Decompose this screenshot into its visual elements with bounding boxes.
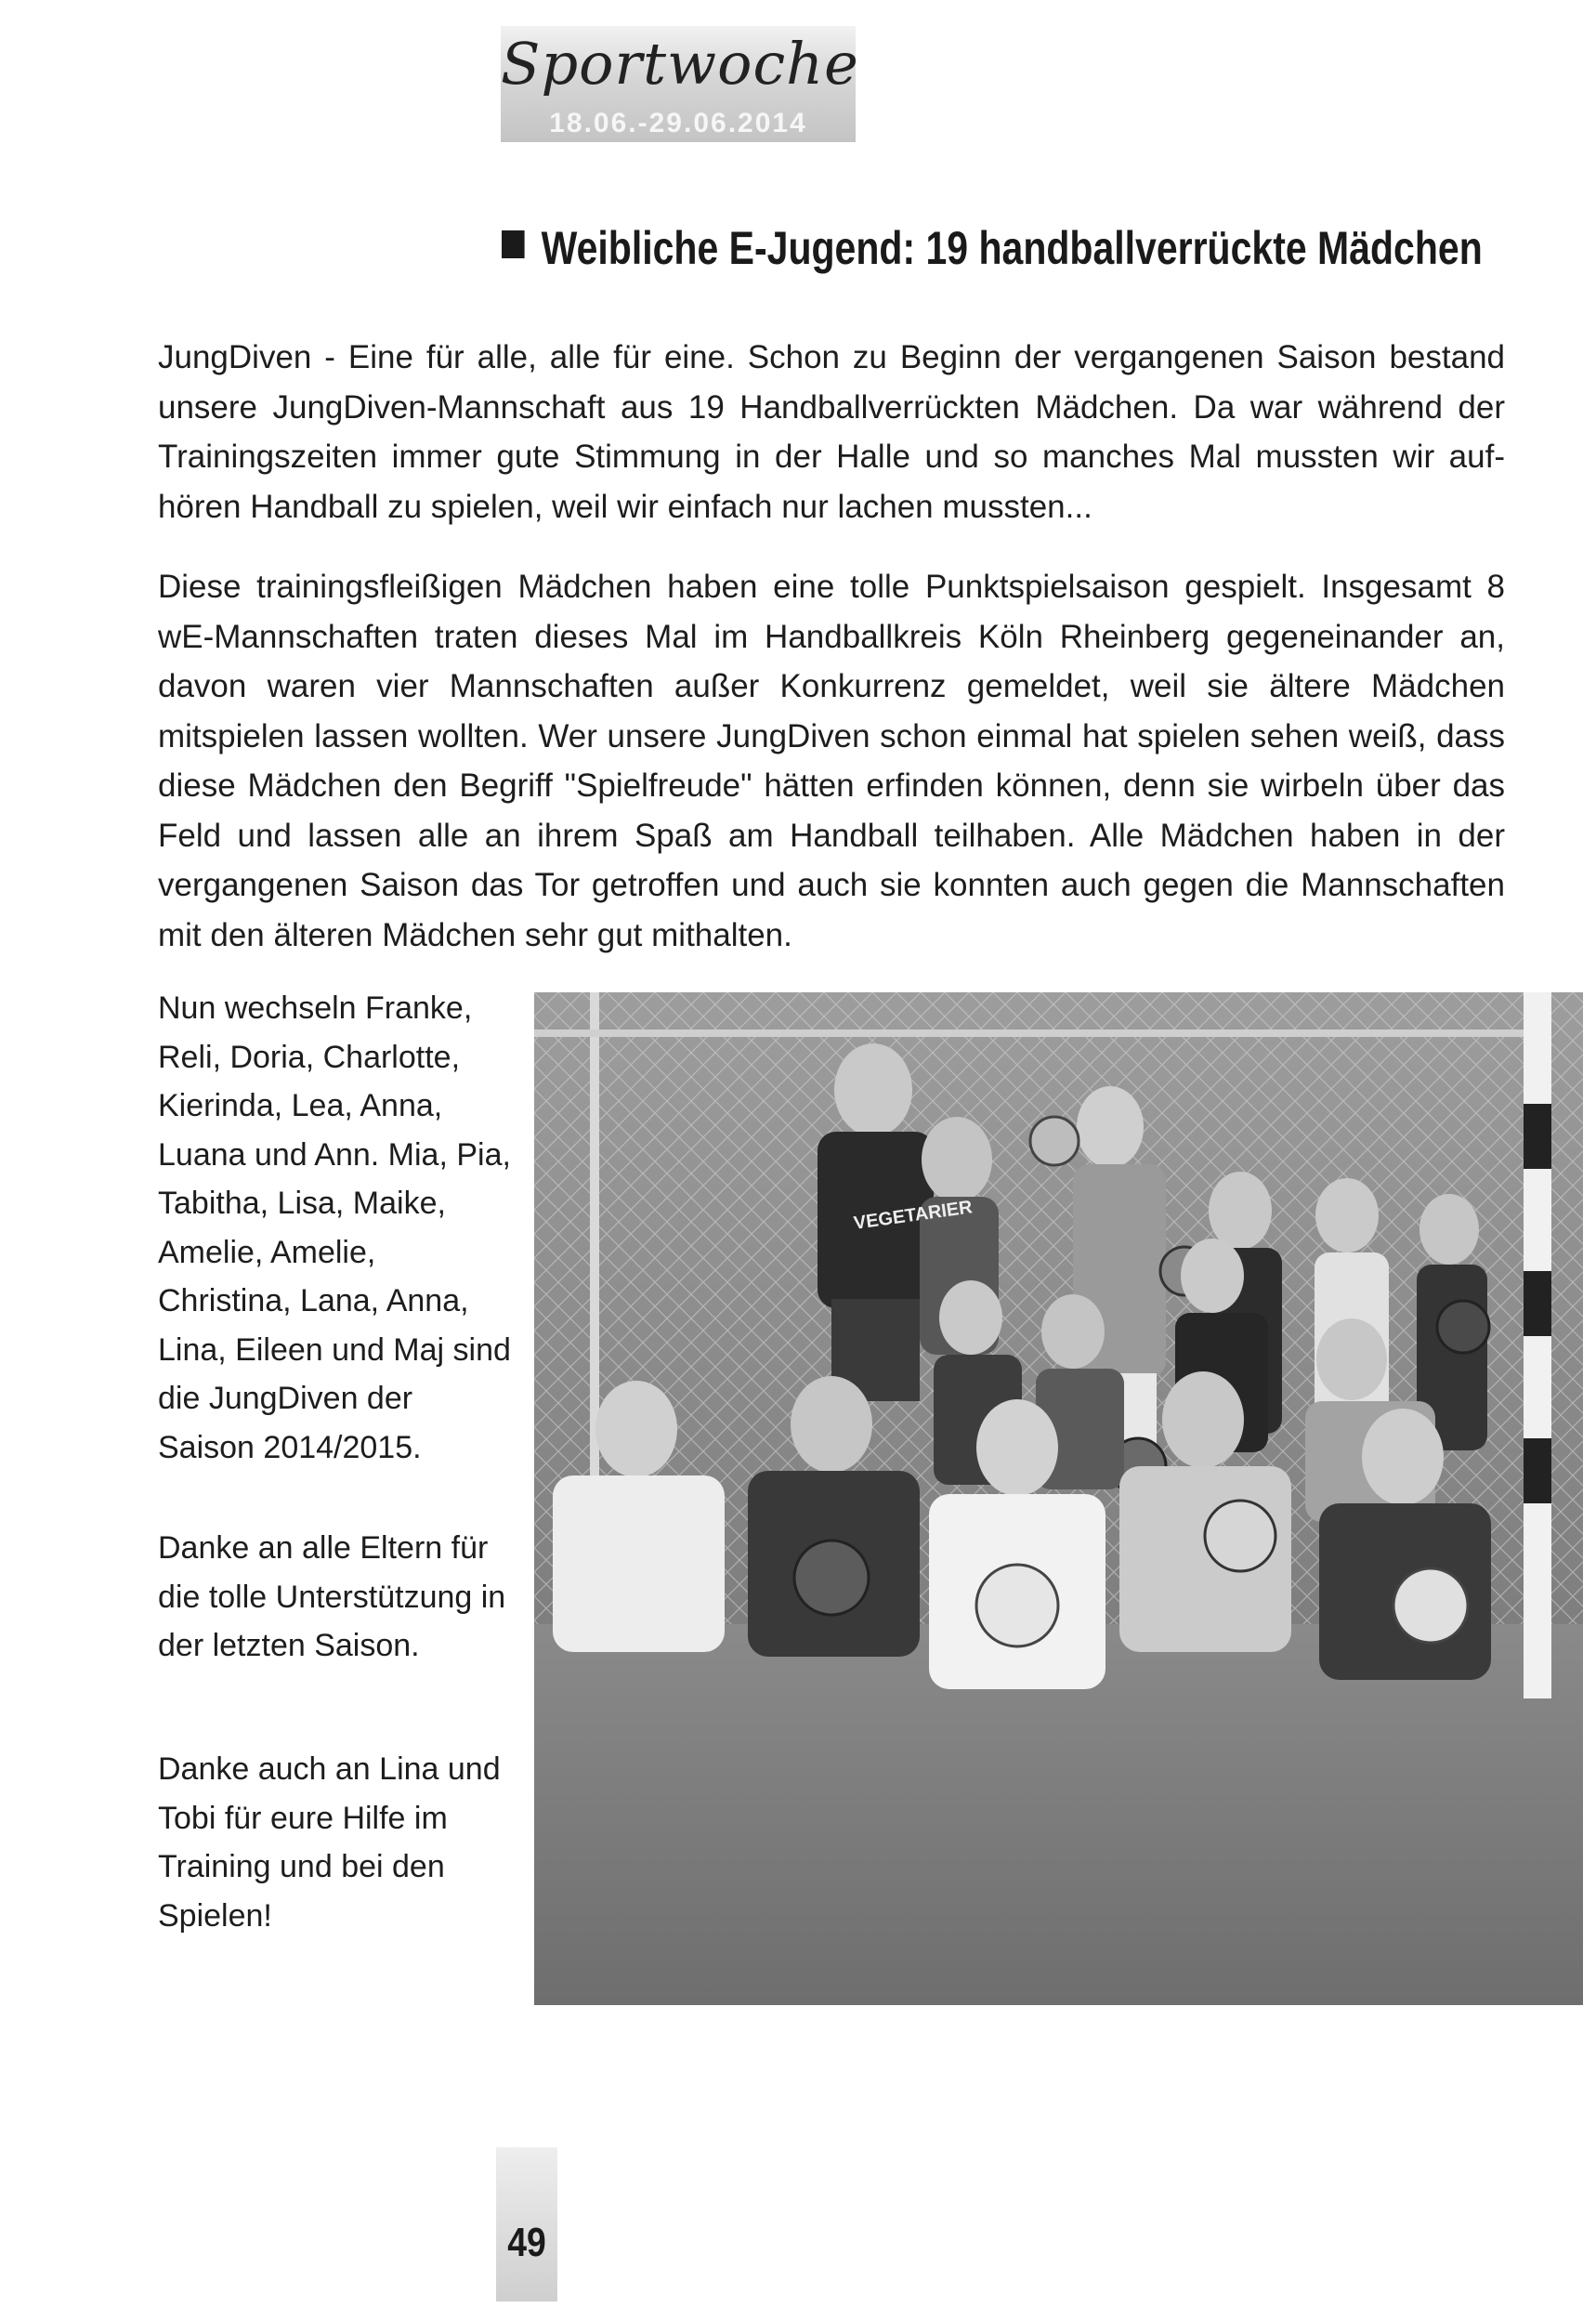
article-paragraph-2: Diese trainingsfleißigen Mädchen haben eine tolle Punktspielsaison gespielt. Insgesamt 8 wE-Mannschaften traten dieses Mal im Handballkreis Köln Rheinberg gegeneinander an, davon waren vier Mannschaften außer Konkurrenz gemeldet, weil sie ältere Mädchen mitspielen lassen wollten. Wer unsere JungDiven schon einmal hat spielen sehen weiß, dass diese Mädchen den Begriff "Spielfreude" hätten erfinden können, denn sie wirbeln über das Feld und lassen alle an ihrem Spaß am Handball teilhaben. Alle Mädchen haben in der vergangenen Saison das Tor getroffen und auch sie konnten auch gegen die Mannschaften mit den älteren Mädchen sehr gut mithalten. [158, 569, 1505, 953]
header-dates: 18.06.-29.06.2014 [549, 108, 807, 138]
sidebar-paragraph-3: Danke auch an Lina und Tobi für eure Hilfe im Training und bei den Spielen! [158, 1751, 501, 1934]
page-number-box [496, 2147, 557, 2301]
shirt-text: VEGETARIER [852, 1197, 974, 1234]
header-title: Sportwoche [501, 30, 859, 98]
team-photo-illustration [534, 992, 1583, 2005]
sidebar-paragraph-2: Danke an alle Eltern für die tolle Unterstützung in der letzten Saison. [158, 1530, 506, 1663]
page-number: 49 [507, 2220, 546, 2265]
article-headline [502, 221, 1483, 275]
sidebar-paragraph-1: Nun wechseln Franke, Reli, Doria, Charlotte, Kierinda, Lea, Anna, Luana und Ann. Mia, Pia, Tabitha, Lisa, Maike, Amelie, Amelie, Christina, Lana, Anna, Lina, Eileen und Maj sind die JungDiven der Saison 2014/2015. [158, 990, 511, 1465]
article-paragraph-1: JungDiven - Eine für alle, alle für eine. Schon zu Beginn der vergangenen Saison bestand unsere JungDiven-Mannschaft aus 19 Handballverrückten Mädchen. Da war während der Trainingszeiten immer gute Stimmung in der Halle und so manches Mal mussten wir aufhören Handball zu spielen, weil wir einfach nur lachen mussten... [158, 339, 1505, 525]
team-photo [534, 992, 1583, 2005]
headline-bullet-icon [502, 230, 525, 258]
header-banner [501, 26, 859, 142]
headline-text: Weibliche E-Jugend: 19 handballverrückte Mädchen [541, 222, 1483, 274]
